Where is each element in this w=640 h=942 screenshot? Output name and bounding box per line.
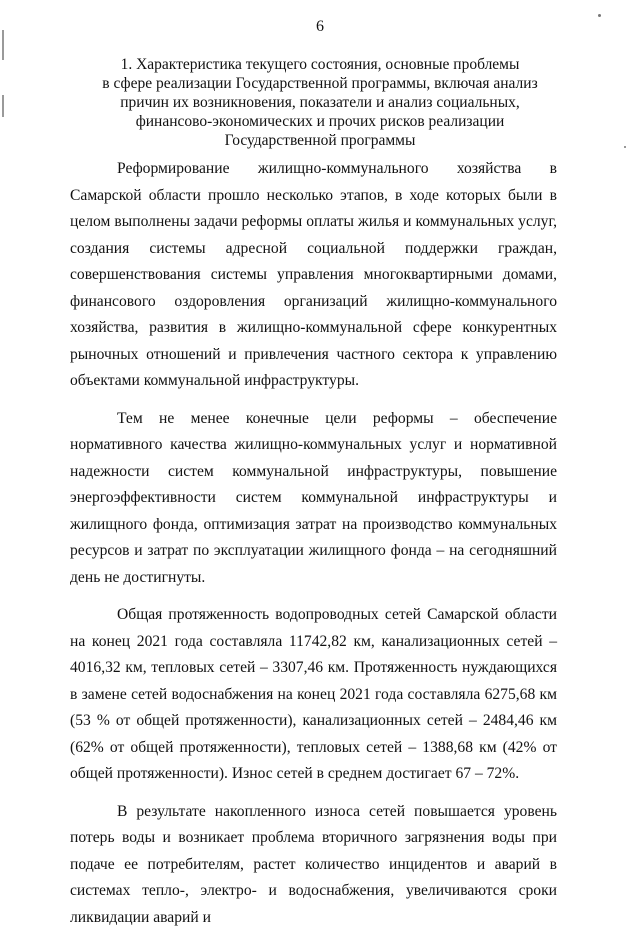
scan-dot <box>624 146 626 148</box>
scan-dot <box>598 14 601 17</box>
section-heading-line: 1. Характеристика текущего состояния, основные проблемы <box>120 56 520 73</box>
scan-edge-mark <box>2 95 4 117</box>
section-heading <box>70 55 570 150</box>
paragraph-reform-goals: Тем не менее конечные цели реформы – обеспечение нормативного качества жилищно-коммунальных услуг и нормативной надежности систем коммунальной инфраструктуры, повышение энергоэффективности систем коммунальной инфраструктуры и жилищного фонда, оптимизация затрат на производство коммунальных ресурсов и затрат по эксплуатации жилищного фонда – на сегодняшний день не достигнуты. <box>70 409 557 586</box>
section-heading-line: Государственной программы <box>224 132 416 149</box>
paragraph-network-length: Общая протяженность водопроводных сетей Самарской области на конец 2021 года составляла 11742,82 км, канализационных сетей – 4016,32 км, тепловых сетей – 3307,46 км. Протяженность нуждающихся в замене сетей водоснабжения на конец 2021 года составляла 6275,68 км (53 % от общей протяженности), канализационных сетей – 2484,46 км (62% от общей протяженности), тепловых сетей – 1388,68 км (42% от общей протяженности). Износ сетей в среднем достигает 67 – 72%. <box>70 606 557 782</box>
section-heading-line: причин их возникновения, показатели и анализ социальных, <box>120 94 520 111</box>
paragraph-wear-consequences: В результате накопленного износа сетей повышается уровень потерь воды и возникает проблема вторичного загрязнения воды при подаче ее потребителям, растет количество инцидентов и аварий в системах тепло-, электро- и водоснабжения, увеличиваются сроки ликвидации аварий и <box>70 802 557 926</box>
paragraph-reform-stages: Реформирование жилищно-коммунального хозяйства в Самарской области прошло несколько этапов, в ходе которых были в целом выполнены задачи реформы оплаты жилья и коммунальных услуг, создания системы адресной социальной поддержки граждан, совершенствования системы управления многоквартирными домами, финансового оздоровления организаций жилищно-коммунального хозяйства, развития в жилищно-коммунальной сфере конкурентных рыночных отношений и привлечения частного сектора к управлению объектами коммунальной инфраструктуры. <box>70 160 557 389</box>
document-body <box>70 156 557 942</box>
page-number: 6 <box>316 18 324 35</box>
section-heading-line: в сфере реализации Государственной программы, включая анализ <box>102 75 538 92</box>
section-heading-line: финансово-экономических и прочих рисков реализации <box>135 113 505 130</box>
